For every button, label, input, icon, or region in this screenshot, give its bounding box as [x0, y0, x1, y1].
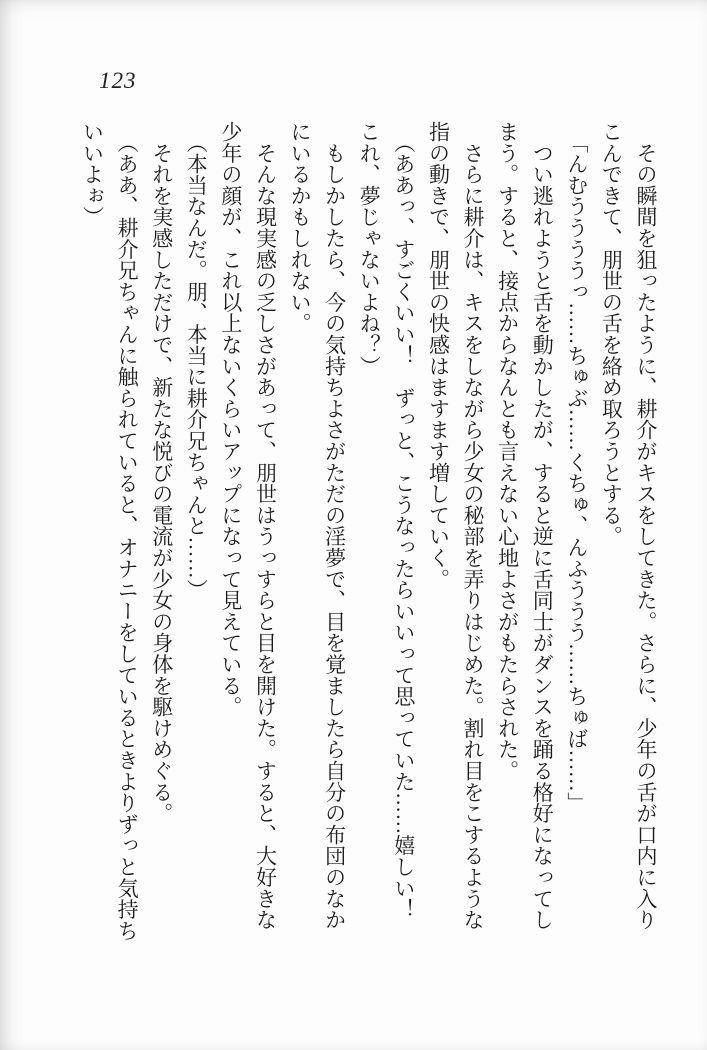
- text-column: 少年の顔が、これ以上ないくらいアップになって見えている。: [218, 121, 243, 718]
- text-block: [73, 121, 663, 943]
- text-column: 「んむううううっ……ちゅぶ……くちゅ、んふううう……ちゅば……」: [564, 121, 589, 814]
- text-column: こんできて、朋世の舌を絡め取ろうとする。: [599, 121, 624, 547]
- text-column: もしかしたら、今の気持ちよさがただの淫夢で、目を覚ましたら自分の布団のなか: [322, 121, 347, 931]
- text-column: にいるかもしれない。: [288, 121, 313, 334]
- text-column: 指の動きで、朋世の快感はますます増していく。: [426, 121, 451, 590]
- text-column: （本当なんだ。朋、本当に耕介兄ちゃんと……）: [184, 121, 209, 601]
- text-column: いいよぉ）: [80, 121, 105, 228]
- text-column: （ああ、耕介兄ちゃんに触られていると、オナニーをしているときよりずっと気持ち: [115, 121, 140, 942]
- text-column: （ああっ、すごくいい！ ずっと、こうなったらいいって思っていた……嬉しい！: [391, 121, 416, 920]
- text-column: それを実感しただけで、新たな悦びの電流が少女の身体を駆けめぐる。: [149, 121, 174, 824]
- page-number: 123: [99, 68, 137, 93]
- text-column: これ、夢じゃないよね？）: [357, 121, 382, 377]
- text-column: つい逃れようと舌を動かしたが、すると逆に舌同士がダンスを踊る格好になってし: [530, 121, 555, 931]
- text-column: さらに耕介は、キスをしながら少女の秘部を弄りはじめた。割れ目をこするような: [461, 121, 486, 931]
- text-column: まう。すると、接点からなんとも言えない心地よさがもたらされた。: [495, 121, 520, 782]
- text-column: その瞬間を狙ったように、耕介がキスをしてきた。さらに、少年の舌が口内に入り: [634, 121, 658, 931]
- text-column: そんな現実感の乏しさがあって、朋世はうっすらと目を開けた。すると、大好きな: [253, 121, 278, 931]
